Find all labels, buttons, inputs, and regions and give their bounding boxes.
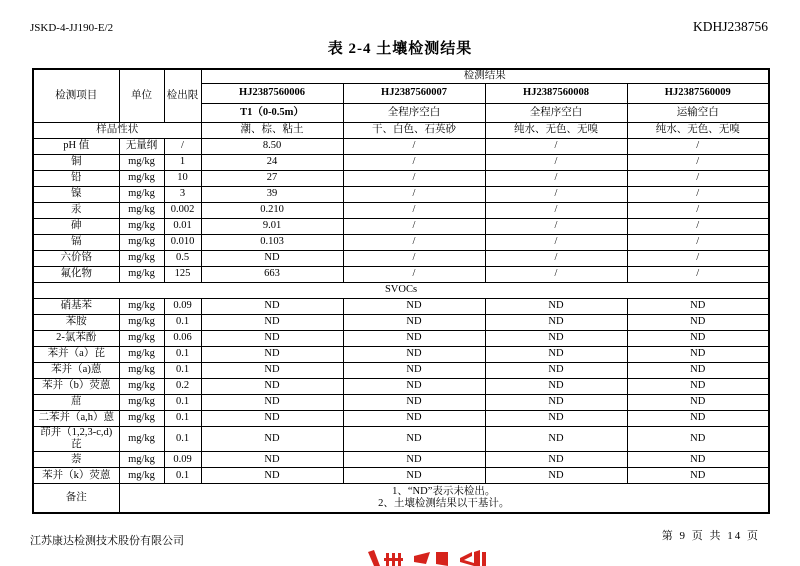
result-cell: / <box>485 235 627 251</box>
table-row <box>33 251 769 267</box>
detection-limit-cell: 0.1 <box>164 468 201 484</box>
sample-state: 干、白色、石英砂 <box>343 123 485 139</box>
result-cell: ND <box>485 299 627 315</box>
result-cell: ND <box>627 379 769 395</box>
result-cell: ND <box>627 347 769 363</box>
section-header-row <box>33 283 769 299</box>
detection-limit-cell: 0.09 <box>164 299 201 315</box>
unit-cell: mg/kg <box>119 331 164 347</box>
result-cell: / <box>343 155 485 171</box>
report-number: KDHJ238756 <box>692 19 768 34</box>
result-cell: ND <box>485 363 627 379</box>
result-cell: / <box>485 171 627 187</box>
result-cell: ND <box>343 347 485 363</box>
table-row <box>33 235 769 251</box>
table-row <box>33 411 769 427</box>
remark-content <box>119 484 769 514</box>
result-cell: ND <box>201 251 343 267</box>
remark-row <box>33 484 769 514</box>
result-cell: ND <box>343 395 485 411</box>
sample-id: HJ2387560009 <box>627 84 769 104</box>
result-cell: ND <box>201 347 343 363</box>
table-row <box>33 331 769 347</box>
result-cell: ND <box>201 299 343 315</box>
analyte-name: 铜 <box>33 155 119 171</box>
analyte-name: 硝基苯 <box>33 299 119 315</box>
result-cell: ND <box>343 315 485 331</box>
section-label: SVOCs <box>33 283 769 299</box>
result-cell: ND <box>201 452 343 468</box>
result-cell: ND <box>201 395 343 411</box>
detection-limit-cell: 0.010 <box>164 235 201 251</box>
analyte-name: 苯并（k）荧蒽 <box>33 468 119 484</box>
sample-id: HJ2387560006 <box>201 84 343 104</box>
result-cell: ND <box>485 427 627 452</box>
analyte-name: 2-氯苯酚 <box>33 331 119 347</box>
header-limit: 检出限 <box>164 69 201 123</box>
unit-cell: mg/kg <box>119 299 164 315</box>
result-cell: / <box>627 155 769 171</box>
table-row <box>33 315 769 331</box>
general-parameter-rows <box>33 139 769 283</box>
result-cell: 0.210 <box>201 203 343 219</box>
detection-limit-cell: 0.01 <box>164 219 201 235</box>
result-cell: 27 <box>201 171 343 187</box>
table-row <box>33 171 769 187</box>
result-cell: ND <box>201 315 343 331</box>
table-row <box>33 203 769 219</box>
unit-cell: mg/kg <box>119 251 164 267</box>
result-cell: ND <box>343 363 485 379</box>
result-cell: ND <box>485 468 627 484</box>
detection-limit-cell: 1 <box>164 155 201 171</box>
unit-cell: mg/kg <box>119 315 164 331</box>
result-cell: ND <box>343 379 485 395</box>
detection-limit-cell: 0.5 <box>164 251 201 267</box>
unit-cell: mg/kg <box>119 395 164 411</box>
remark-line: 2、土壤检测结果以干基计。 <box>378 498 510 510</box>
result-cell: ND <box>485 395 627 411</box>
result-cell: / <box>627 171 769 187</box>
result-cell: / <box>343 187 485 203</box>
result-cell: / <box>485 219 627 235</box>
sample-id: HJ2387560007 <box>343 84 485 104</box>
detection-limit-cell: 0.1 <box>164 427 201 452</box>
table-row <box>33 219 769 235</box>
analyte-name: 六价铬 <box>33 251 119 267</box>
result-cell: / <box>485 187 627 203</box>
result-cell: ND <box>627 427 769 452</box>
analyte-name: 砷 <box>33 219 119 235</box>
sample-desc: T1（0-0.5m） <box>201 104 343 123</box>
analyte-name: 氟化物 <box>33 267 119 283</box>
result-cell: / <box>627 267 769 283</box>
result-cell: / <box>485 203 627 219</box>
detection-limit-cell: 0.1 <box>164 395 201 411</box>
unit-cell: mg/kg <box>119 411 164 427</box>
table-row <box>33 452 769 468</box>
result-cell: ND <box>201 379 343 395</box>
detection-limit-cell: 0.09 <box>164 452 201 468</box>
analyte-name: 茚并（1,2,3-c,d)芘 <box>33 427 119 452</box>
result-cell: ND <box>485 315 627 331</box>
result-cell: / <box>485 139 627 155</box>
header-results: 检测结果 <box>201 69 769 84</box>
result-cell: ND <box>627 411 769 427</box>
result-cell: / <box>627 203 769 219</box>
unit-cell: mg/kg <box>119 347 164 363</box>
page-title: 表 2-4 土壤检测结果 <box>327 41 473 57</box>
result-cell: / <box>343 251 485 267</box>
analyte-name: 苯并（a）芘 <box>33 347 119 363</box>
header-item: 检测项目 <box>33 69 119 123</box>
analyte-name: 苯并（b）荧蒽 <box>33 379 119 395</box>
unit-cell: mg/kg <box>119 203 164 219</box>
table-row <box>33 363 769 379</box>
analyte-name: 铅 <box>33 171 119 187</box>
result-cell: / <box>627 139 769 155</box>
result-cell: ND <box>201 411 343 427</box>
sample-state: 纯水、无色、无嗅 <box>627 123 769 139</box>
result-cell: ND <box>201 363 343 379</box>
unit-cell: mg/kg <box>119 235 164 251</box>
detection-limit-cell: 0.1 <box>164 363 201 379</box>
table-row <box>33 347 769 363</box>
table-row <box>33 139 769 155</box>
unit-cell: mg/kg <box>119 219 164 235</box>
sample-state: 纯水、无色、无嗅 <box>485 123 627 139</box>
unit-cell: mg/kg <box>119 171 164 187</box>
svoc-section <box>33 283 769 299</box>
remark-line: 1、“ND”表示未检出。 <box>392 486 496 498</box>
result-cell: ND <box>485 331 627 347</box>
unit-cell: mg/kg <box>119 155 164 171</box>
result-cell: ND <box>627 395 769 411</box>
result-cell: / <box>627 219 769 235</box>
result-cell: ND <box>627 468 769 484</box>
sample-desc: 全程序空白 <box>343 104 485 123</box>
analyte-name: 二苯并（a,h）蒽 <box>33 411 119 427</box>
document-code: JSKD-4-JJ190-E/2 <box>30 22 114 34</box>
result-cell: 9.01 <box>201 219 343 235</box>
svoc-parameter-rows <box>33 299 769 484</box>
analyte-name: 䓛 <box>33 395 119 411</box>
analyte-name: 萘 <box>33 452 119 468</box>
analyte-name: 镍 <box>33 187 119 203</box>
unit-cell: mg/kg <box>119 427 164 452</box>
footer-page-number: 第 9 页 共 14 页 <box>661 530 760 542</box>
table-row <box>33 187 769 203</box>
analyte-name: 苯并（a)蒽 <box>33 363 119 379</box>
result-cell: ND <box>343 452 485 468</box>
result-cell: / <box>343 235 485 251</box>
detection-limit-cell: 3 <box>164 187 201 203</box>
footer-company-name: 江苏康达检测技术股份有限公司 <box>30 535 184 547</box>
result-cell: ND <box>485 347 627 363</box>
sample-state: 潮、棕、粘土 <box>201 123 343 139</box>
detection-limit-cell: 0.1 <box>164 315 201 331</box>
detection-limit-cell: 0.2 <box>164 379 201 395</box>
result-cell: 663 <box>201 267 343 283</box>
red-seal-fragment <box>366 550 486 566</box>
result-cell: / <box>343 267 485 283</box>
result-cell: / <box>485 155 627 171</box>
remark-section <box>33 484 769 514</box>
sample-state-row <box>33 123 769 139</box>
result-cell: / <box>627 251 769 267</box>
analyte-name: 汞 <box>33 203 119 219</box>
result-cell: / <box>485 267 627 283</box>
analyte-name: 镉 <box>33 235 119 251</box>
soil-results-table <box>32 68 770 514</box>
detection-limit-cell: / <box>164 139 201 155</box>
unit-cell: mg/kg <box>119 187 164 203</box>
table-row <box>33 155 769 171</box>
detection-limit-cell: 0.1 <box>164 411 201 427</box>
sample-desc: 全程序空白 <box>485 104 627 123</box>
unit-cell: mg/kg <box>119 452 164 468</box>
result-cell: / <box>627 235 769 251</box>
result-cell: ND <box>485 411 627 427</box>
result-cell: 24 <box>201 155 343 171</box>
detection-limit-cell: 125 <box>164 267 201 283</box>
result-cell: ND <box>627 331 769 347</box>
result-cell: / <box>343 219 485 235</box>
result-cell: ND <box>343 331 485 347</box>
table-row <box>33 379 769 395</box>
table-row <box>33 395 769 411</box>
result-cell: ND <box>343 299 485 315</box>
sample-id: HJ2387560008 <box>485 84 627 104</box>
detection-limit-cell: 10 <box>164 171 201 187</box>
result-cell: ND <box>343 427 485 452</box>
result-cell: / <box>343 139 485 155</box>
result-cell: / <box>343 203 485 219</box>
sample-state-label: 样品性状 <box>33 123 201 139</box>
result-cell: ND <box>201 331 343 347</box>
unit-cell: mg/kg <box>119 267 164 283</box>
result-cell: ND <box>485 379 627 395</box>
table-header-row <box>33 69 769 84</box>
result-cell: / <box>485 251 627 267</box>
remark-label: 备注 <box>33 484 119 514</box>
result-cell: ND <box>627 299 769 315</box>
result-cell: ND <box>201 427 343 452</box>
table-row <box>33 267 769 283</box>
result-cell: 8.50 <box>201 139 343 155</box>
result-cell: / <box>343 171 485 187</box>
result-cell: ND <box>343 468 485 484</box>
result-cell: / <box>627 187 769 203</box>
header-unit: 单位 <box>119 69 164 123</box>
result-cell: ND <box>343 411 485 427</box>
result-cell: ND <box>201 468 343 484</box>
analyte-name: 苯胺 <box>33 315 119 331</box>
result-cell: ND <box>485 452 627 468</box>
detection-limit-cell: 0.06 <box>164 331 201 347</box>
table-row <box>33 299 769 315</box>
result-cell: ND <box>627 452 769 468</box>
unit-cell: mg/kg <box>119 363 164 379</box>
detection-limit-cell: 0.002 <box>164 203 201 219</box>
unit-cell: 无量纲 <box>119 139 164 155</box>
table-row <box>33 427 769 452</box>
result-cell: 39 <box>201 187 343 203</box>
table-row <box>33 468 769 484</box>
result-cell: 0.103 <box>201 235 343 251</box>
result-cell: ND <box>627 315 769 331</box>
result-cell: ND <box>627 363 769 379</box>
analyte-name: pH 值 <box>33 139 119 155</box>
sample-desc: 运输空白 <box>627 104 769 123</box>
unit-cell: mg/kg <box>119 379 164 395</box>
unit-cell: mg/kg <box>119 468 164 484</box>
detection-limit-cell: 0.1 <box>164 347 201 363</box>
